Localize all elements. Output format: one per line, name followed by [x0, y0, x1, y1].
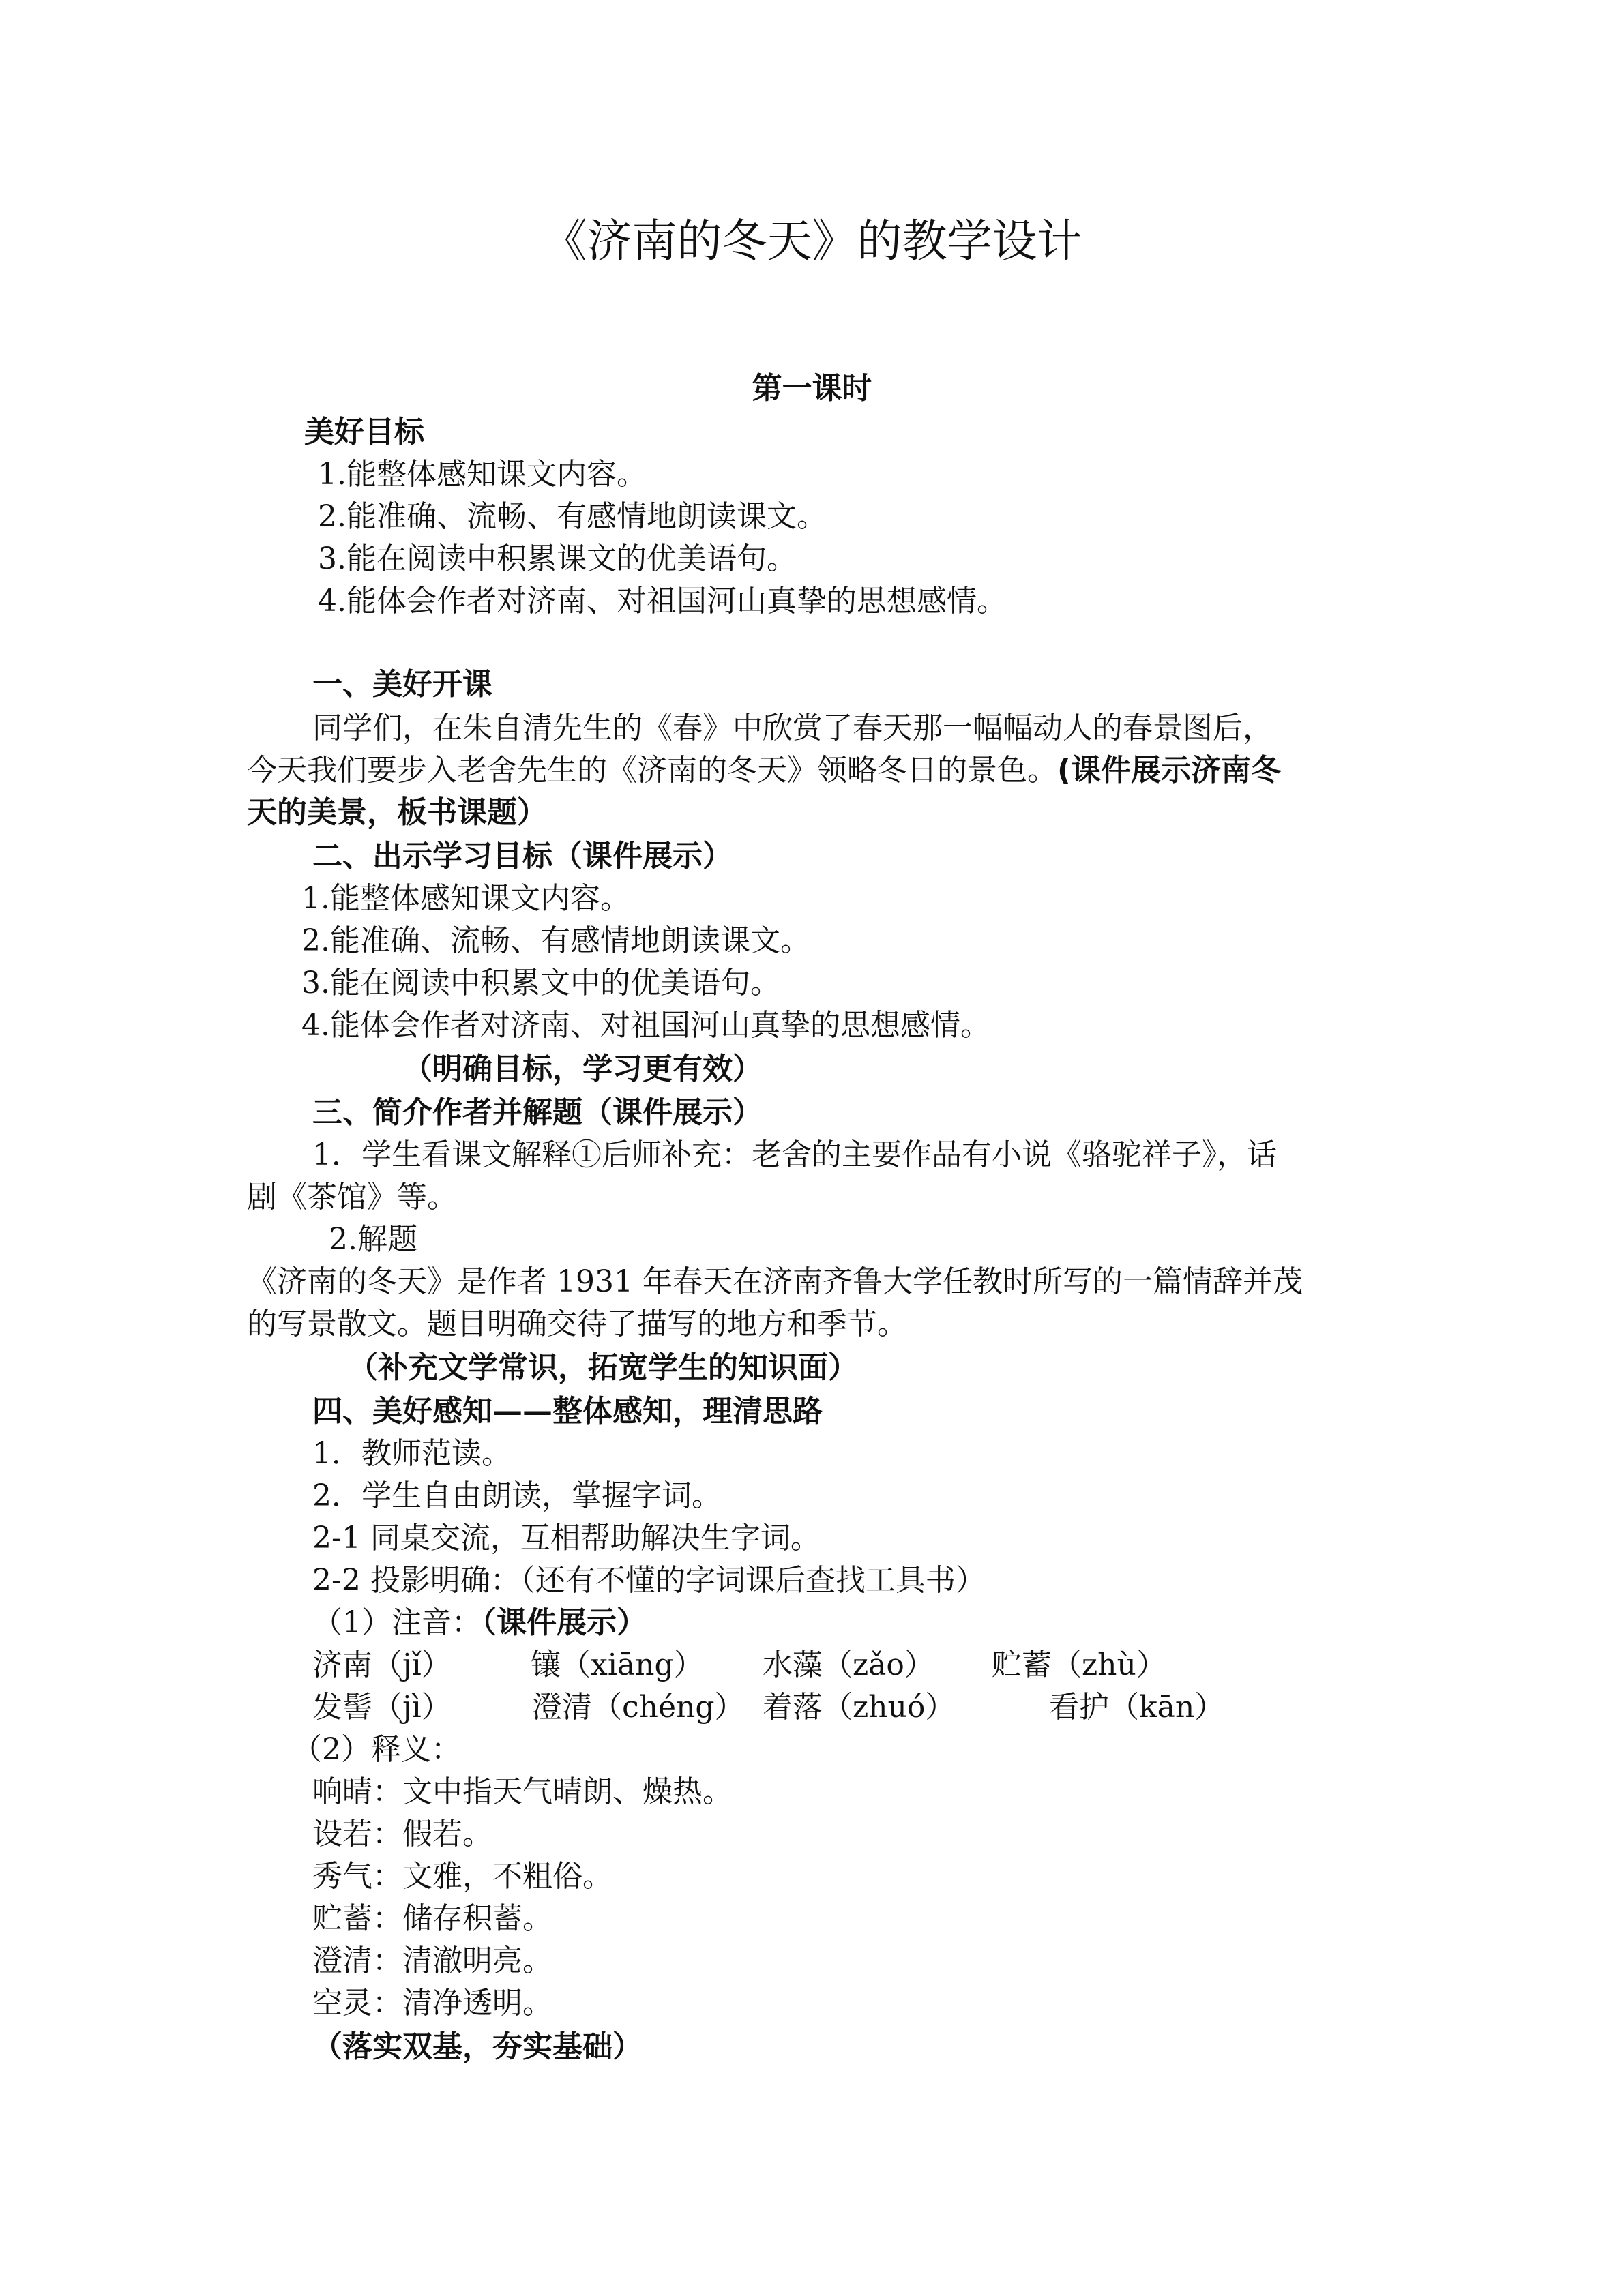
pinyin-entry: 济南（jǐ）: [312, 1648, 452, 1682]
section-3-line: 《济南的冬天》是作者 1931 年春天在济南齐鲁大学任教时所写的一篇情辞并茂: [247, 1264, 1303, 1299]
section-4-note: （落实双基，夯实基础）: [312, 2029, 643, 2064]
section-1-bold-note: (课件展示济南冬: [1057, 753, 1282, 788]
section-2-note: （明确目标，学习更有效）: [402, 1052, 763, 1086]
objective-item: 2.能准确、流畅、有感情地朗读课文。: [301, 923, 810, 958]
section-1-paragraph-line2: [247, 750, 1281, 791]
pinyin-entry: 看护（kān）: [1049, 1690, 1225, 1725]
pinyin-entry: 镶（xiāng）: [531, 1648, 704, 1682]
definition-item: 设若：假若。: [312, 1817, 492, 1851]
section-3-line: 2.解题: [329, 1222, 417, 1257]
goal-item: 2.能准确、流畅、有感情地朗读课文。: [318, 499, 827, 534]
pinyin-entry: 澄清（chéng）: [532, 1690, 745, 1725]
pinyin-heading: [312, 1602, 647, 1643]
section-3-line: 1．学生看课文解释①后师补充：老舍的主要作品有小说《骆驼祥子》，话: [312, 1137, 1277, 1172]
pinyin-entry: 水藻（zǎo）: [763, 1648, 934, 1682]
objective-item: 3.能在阅读中积累文中的优美语句。: [301, 966, 780, 1000]
definition-item: 贮蓄：储存积蓄。: [312, 1901, 552, 1936]
section-3-line: 剧《茶馆》等。: [247, 1180, 457, 1214]
section-3-heading: 三、简介作者并解题（课件展示）: [312, 1095, 763, 1130]
definition-item: 秀气：文雅，不粗俗。: [312, 1859, 612, 1894]
pinyin-entry: 发髻（jì）: [312, 1690, 452, 1725]
goal-item: 4.能体会作者对济南、对祖国河山真挚的思想感情。: [318, 584, 1007, 618]
section-3-note: （补充文学常识，拓宽学生的知识面）: [348, 1350, 858, 1385]
pinyin-heading-note: （课件展示）: [482, 1605, 647, 1640]
lesson-heading: 第一课时: [752, 371, 872, 406]
goal-item: 1.能整体感知课文内容。: [318, 457, 647, 492]
section-2-heading: 二、出示学习目标（课件展示）: [312, 839, 733, 874]
section-1-paragraph: 同学们，在朱自清先生的《春》中欣赏了春天那一幅幅动人的春景图后，: [312, 711, 1273, 745]
section-4-line: 2．学生自由朗读，掌握字词。: [312, 1478, 722, 1513]
definition-item: 响晴：文中指天气晴朗、燥热。: [312, 1774, 733, 1809]
section-1-text: 今天我们要步入老舍先生的《济南的冬天》领略冬日的景色。: [247, 753, 1057, 788]
objective-item: 1.能整体感知课文内容。: [301, 881, 630, 916]
pinyin-entry: 着落（zhuó）: [763, 1690, 956, 1725]
goals-heading: 美好目标: [304, 415, 424, 449]
definition-item: 空灵：清净透明。: [312, 1986, 552, 2021]
section-1-heading: 一、美好开课: [312, 667, 492, 702]
section-4-heading: 四、美好感知——整体感知，理清思路: [312, 1394, 823, 1429]
objective-item: 4.能体会作者对济南、对祖国河山真挚的思想感情。: [301, 1008, 990, 1043]
section-3-line: 的写景散文。题目明确交待了描写的地方和季节。: [247, 1307, 907, 1341]
section-4-line: 1．教师范读。: [312, 1436, 512, 1471]
definitions-heading: （2）释义：: [292, 1732, 461, 1767]
section-4-line: 2-2 投影明确：（还有不懂的字词课后查找工具书）: [312, 1563, 986, 1598]
document-title: 《济南的冬天》的教学设计: [542, 215, 1082, 267]
definition-item: 澄清：清澈明亮。: [312, 1943, 552, 1978]
goal-item: 3.能在阅读中积累课文的优美语句。: [318, 541, 797, 576]
pinyin-entry: 贮蓄（zhù）: [992, 1648, 1166, 1682]
pinyin-heading-text: （1）注音：: [312, 1605, 482, 1640]
section-1-paragraph-line3: 天的美景，板书课题）: [247, 795, 547, 830]
section-4-line: 2-1 同桌交流，互相帮助解决生字词。: [312, 1521, 821, 1555]
